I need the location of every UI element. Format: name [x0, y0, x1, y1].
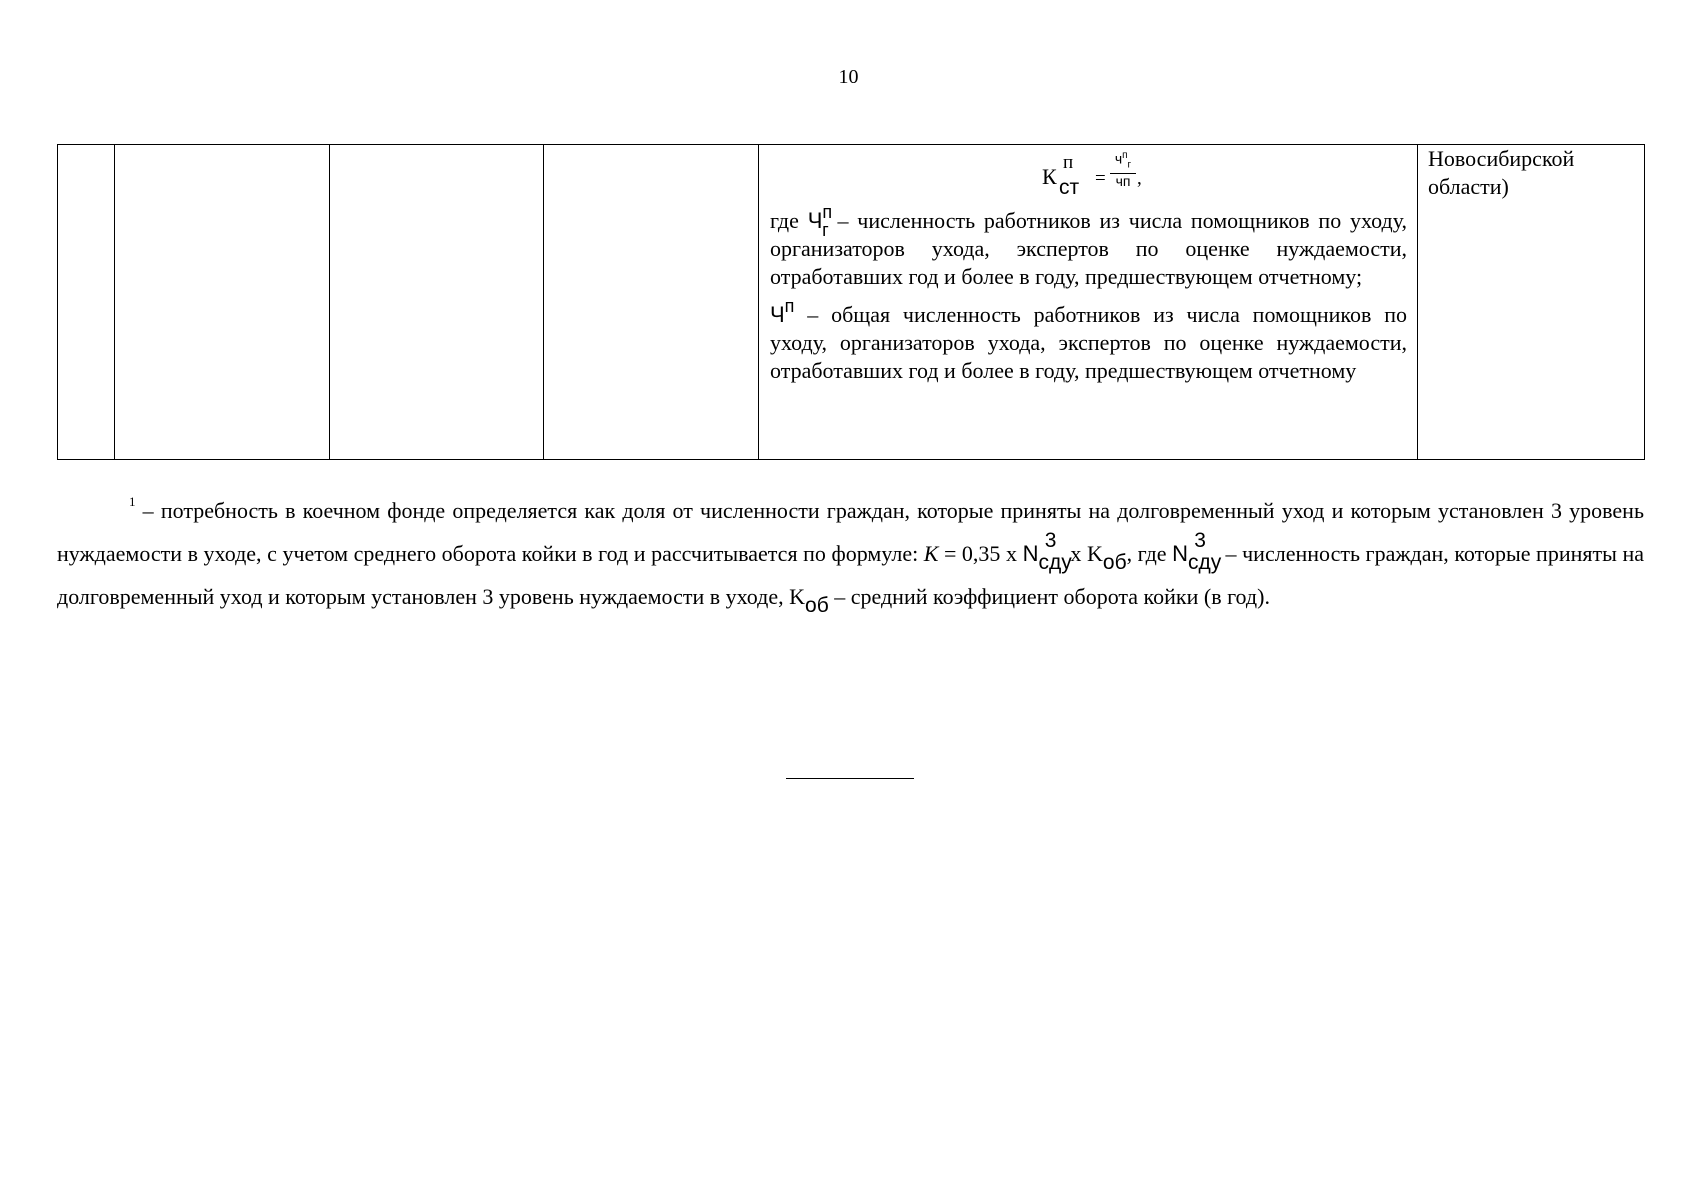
para1-text: – численность работников из числа помощников по уходу, организаторов ухода, экспертов по оценке нуждаемости, отработавших год и более в году, предшествующем отчетному; [770, 208, 1408, 289]
footnote [57, 489, 1644, 618]
formula-comma: , [1137, 168, 1142, 189]
numerator-sup: п [1122, 150, 1128, 161]
formula-fraction [1110, 149, 1136, 188]
footnote-text-4: – численность граждан, которые приняты на долговременный уход и которым установлен 3 уровень нуждаемости в уходе, [57, 541, 1644, 609]
region-cell: Новосибирской области) [1418, 145, 1645, 460]
end-rule [786, 778, 914, 779]
formula-k-sup: п [1063, 152, 1074, 173]
definition-paragraph-1 [770, 202, 1408, 291]
empty-cell [330, 145, 544, 460]
footnote-n2: N [1172, 541, 1189, 566]
para1-symbol-sup: п [822, 202, 833, 222]
formula-equals: = [1095, 168, 1106, 189]
para2-symbol-sup: п [784, 296, 795, 316]
fraction-numerator [1110, 149, 1136, 174]
empty-cell [115, 145, 330, 460]
footnote-kob-sub: об [1102, 551, 1127, 574]
footnote-x: x [1070, 541, 1082, 566]
para1-symbol-sub: г [822, 220, 829, 240]
page-number: 10 [838, 66, 859, 88]
numerator-symbol: ч [1114, 150, 1123, 167]
footnote-n1-sup: 3 [1044, 529, 1057, 552]
footnote-k: К [923, 541, 939, 566]
footnote-text-2: = 0,35 x [938, 541, 1023, 566]
para1-lead: где [770, 208, 808, 233]
para2-text: – общая численность работников из числа помощников по уходу, организаторов ухода, экспертов по оценке нуждаемости, отработавших год и более в году, предшествующем отчетному [770, 302, 1407, 383]
footnote-text-3: , где [1126, 541, 1173, 566]
formula-cell [759, 145, 1418, 460]
para1-symbol: Ч [807, 208, 823, 233]
footnote-n2-sub: сду [1188, 551, 1222, 574]
footnote-n1: N [1022, 541, 1039, 566]
data-table [57, 144, 1645, 460]
footnote-kob: K [1081, 541, 1103, 566]
empty-cell [58, 145, 115, 460]
numerator-sub: г [1127, 159, 1132, 171]
empty-cell [544, 145, 759, 460]
footnote-k2-sub: об [805, 594, 829, 617]
fraction-denominator: чп [1115, 173, 1131, 190]
definition-paragraph-2 [770, 296, 1407, 385]
footnote-n1-sub: сду [1038, 551, 1072, 574]
formula-kst [770, 145, 1407, 203]
footnote-text-5: – средний коэффициент оборота койки (в год). [828, 584, 1270, 609]
footnote-n2-sup: 3 [1194, 529, 1206, 552]
table-row [58, 145, 1645, 460]
footnote-text-1: – потребность в коечном фонде определяется как доля от численности граждан, которые приняты на долговременный уход и которым установлен 3 уровень нуждаемости в уходе, с учетом среднего оборота койки в год и рассчитывается по формуле: [57, 498, 1644, 566]
formula-k-sub: ст [1059, 176, 1080, 199]
footnote-mark: 1 [129, 494, 136, 509]
formula-k: К [1042, 164, 1057, 189]
footnote-k2: K [789, 584, 806, 609]
para2-symbol: Ч [770, 302, 785, 327]
